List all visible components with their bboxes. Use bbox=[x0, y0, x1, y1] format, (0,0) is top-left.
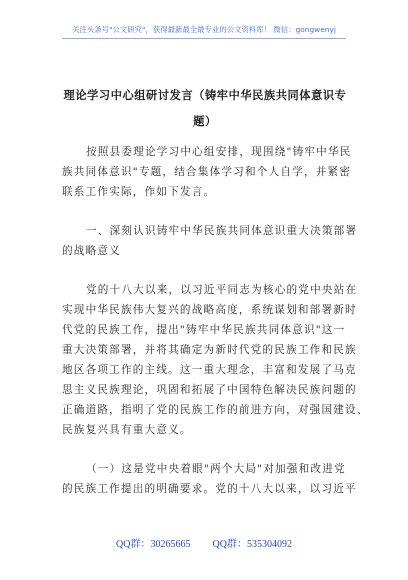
title-line: 题） bbox=[193, 114, 217, 128]
body-line: 正确道路，指明了党的民族工作的前进方向，对强国建设、 bbox=[62, 404, 369, 416]
body-line: 按照县委理论学习中心组安排，现围绕"铸牢中华民 bbox=[86, 146, 352, 158]
body-line: 实现中华民族伟大复兴的战略高度，系统谋划和部署新时 bbox=[62, 304, 357, 316]
body-line: 思主义民族理论，巩固和拓展了中国特色解决民族问题的 bbox=[62, 384, 357, 396]
body-line: 代党的民族工作，提出"铸牢中华民族共同体意识"这一 bbox=[62, 324, 346, 336]
body-line: 联系工作实际，作如下发言。 bbox=[62, 186, 216, 198]
section-heading: 一、深刻认识铸牢中华民族共同体意识重大决策部署 bbox=[86, 225, 358, 237]
document-title bbox=[60, 82, 350, 134]
title-line: 理论学习中心组研讨发言（铸牢中华民族共同体意识专 bbox=[63, 88, 347, 102]
header-notice: 关注头条号"公文研究"，获得最新最全最专业的公文资料库！ 微信：gongwenyj bbox=[72, 25, 336, 34]
body-line: 重大决策部署，并将其确定为新时代党的民族工作和民族 bbox=[62, 344, 357, 356]
qq-group-2: QQ群：535304092 bbox=[212, 539, 292, 550]
body-line: 民族复兴具有重大意义。 bbox=[62, 424, 192, 436]
footer bbox=[0, 535, 408, 550]
qq-group-1: QQ群：30265665 bbox=[116, 539, 191, 550]
body-line: 地区各项工作的主线。这一重大理念，丰富和发展了马克 bbox=[62, 364, 357, 376]
body-line: 族共同体意识"专题，结合集体学习和个人自学，并紧密 bbox=[62, 166, 352, 178]
body-line: 的民族工作提出的明确要求。党的十八大以来，以习近平 bbox=[62, 483, 357, 495]
body-line: 党的十八大以来，以习近平同志为核心的党中央站在 bbox=[86, 284, 358, 296]
body-line: （一）这是党中央着眼"两个大局"对加强和改进党 bbox=[86, 463, 346, 475]
section-heading: 的战略意义 bbox=[62, 245, 121, 257]
header-divider bbox=[62, 38, 346, 39]
